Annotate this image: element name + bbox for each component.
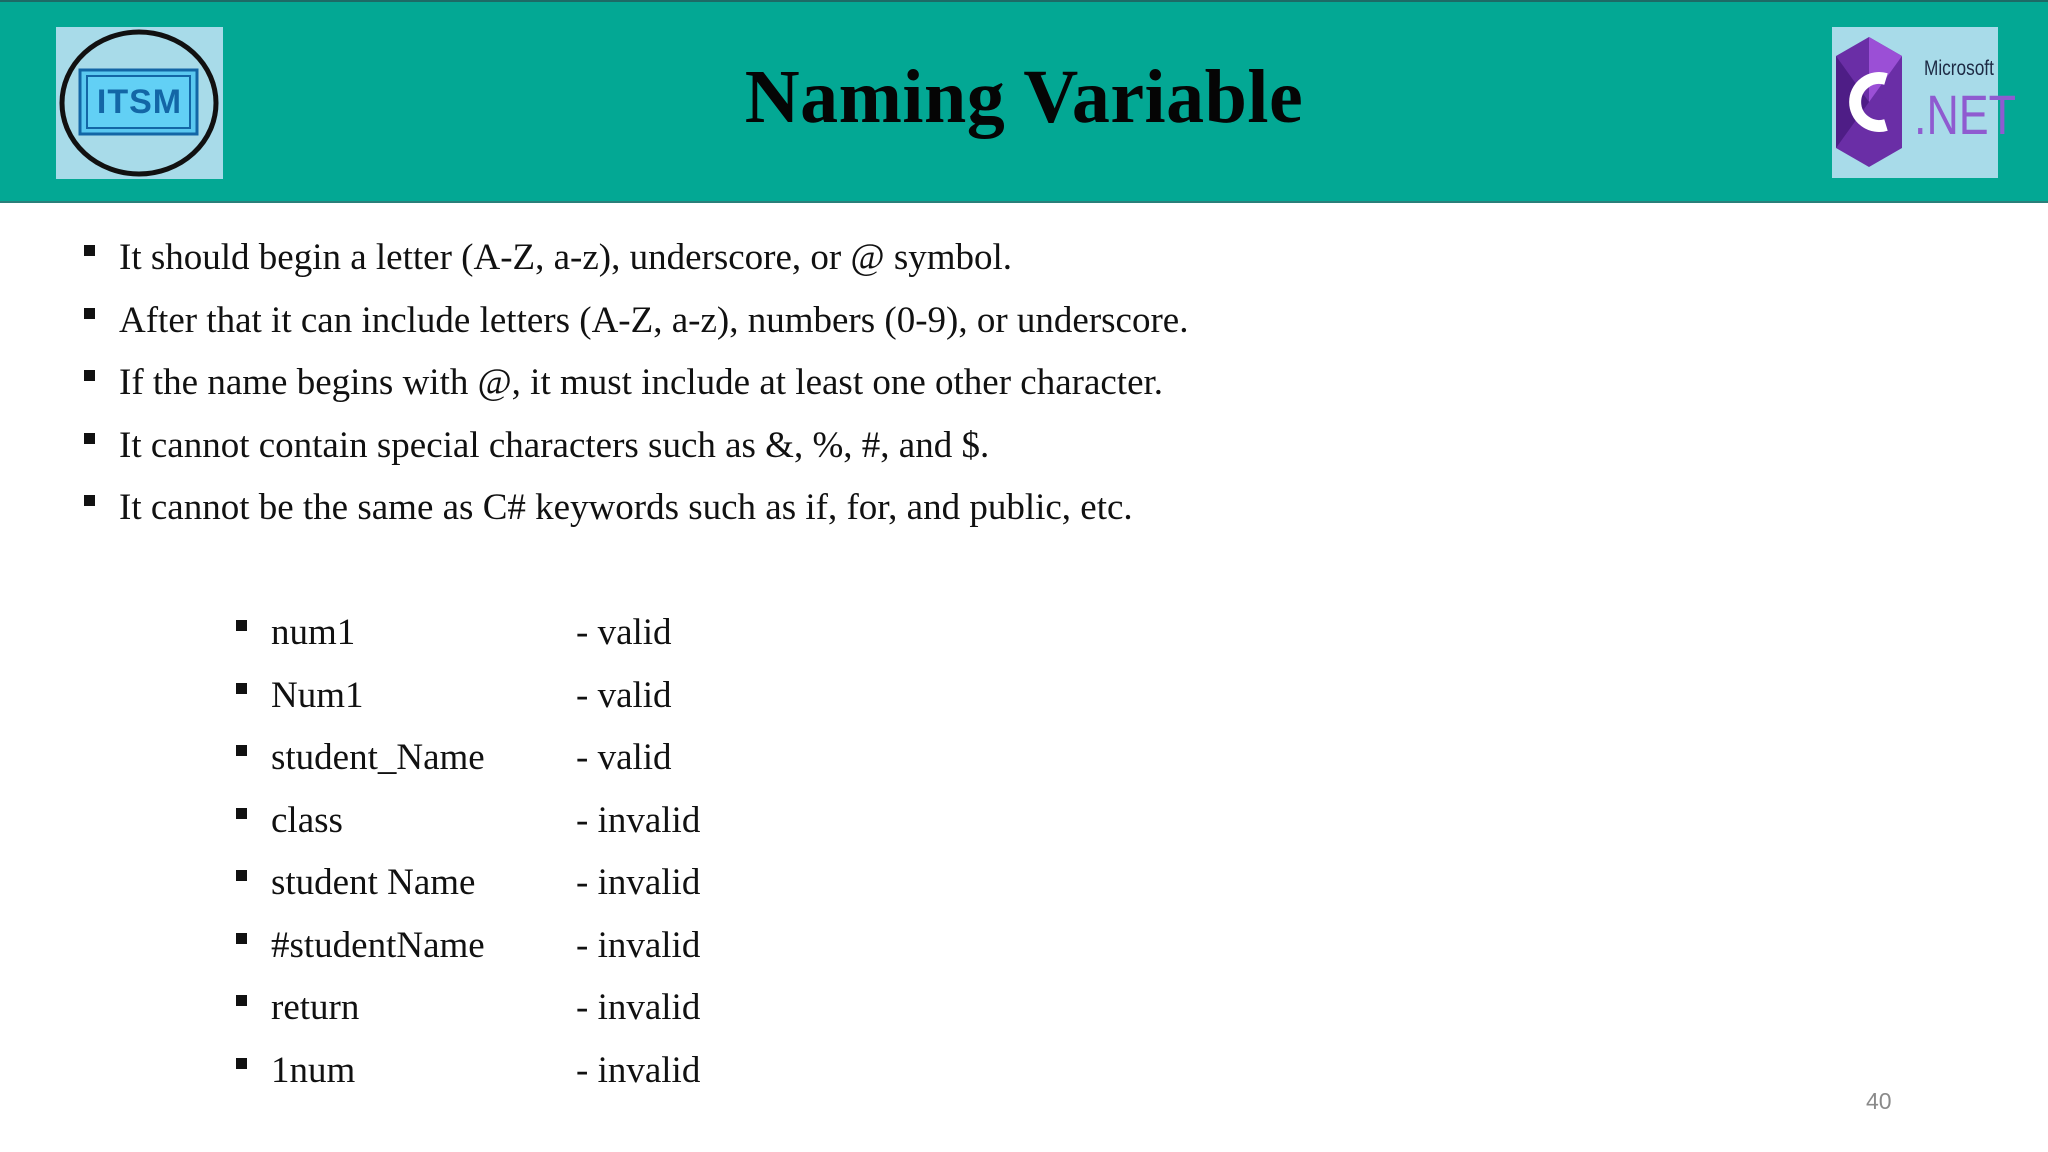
square-bullet-icon [84,495,95,506]
list-item [84,421,1188,484]
square-bullet-icon [236,870,247,881]
square-bullet-icon [84,370,95,381]
dotnet-logo [1832,27,2017,178]
square-bullet-icon [84,433,95,444]
example-status: - invalid [576,1049,701,1091]
example-status: - valid [576,612,672,653]
example-name: 1num [271,1049,356,1091]
square-bullet-icon [236,620,247,631]
square-bullet-icon [84,308,95,319]
rule-text: If the name begins with @, it must include at least one other character. [119,362,1164,403]
rule-text: After that it can include letters (A-Z, a-z), numbers (0-9), or underscore. [119,299,1189,341]
example-name: Num1 [271,674,364,716]
square-bullet-icon [236,933,247,944]
example-name: #studentName [271,924,485,966]
list-item [84,296,1188,359]
list-item [84,233,1188,296]
square-bullet-icon [236,745,247,756]
example-status: - valid [576,674,672,716]
example-status: - invalid [576,799,701,841]
example-name: student_Name [271,737,485,778]
example-name: class [271,799,343,841]
page-title: Naming Variable [744,55,1304,139]
header-band [0,0,2048,203]
example-status: - valid [576,737,672,778]
rules-list [84,233,1188,546]
square-bullet-icon [236,808,247,819]
square-bullet-icon [236,1058,247,1069]
dotnet-label: .NET [1914,83,2017,146]
example-status: - invalid [576,987,701,1028]
list-item [84,483,1188,546]
rule-text: It should begin a letter (A-Z, a-z), underscore, or @ symbol. [119,237,1013,278]
example-name: return [271,987,360,1028]
itsm-logo-text: ITSM [96,83,183,121]
page-number: 40 [1866,1088,1892,1114]
example-status: - invalid [576,862,701,903]
rule-text: It cannot contain special characters such as &, %, #, and $. [119,424,990,466]
list-item [84,358,1188,421]
rule-text: It cannot be the same as C# keywords such as if, for, and public, etc. [119,487,1133,528]
square-bullet-icon [236,995,247,1006]
example-name: student Name [271,862,476,903]
example-status: - invalid [576,924,701,966]
microsoft-label: Microsoft [1924,57,1994,80]
example-name: num1 [271,612,356,653]
square-bullet-icon [84,245,95,256]
square-bullet-icon [236,683,247,694]
csharp-badge: C# [1872,92,1898,114]
